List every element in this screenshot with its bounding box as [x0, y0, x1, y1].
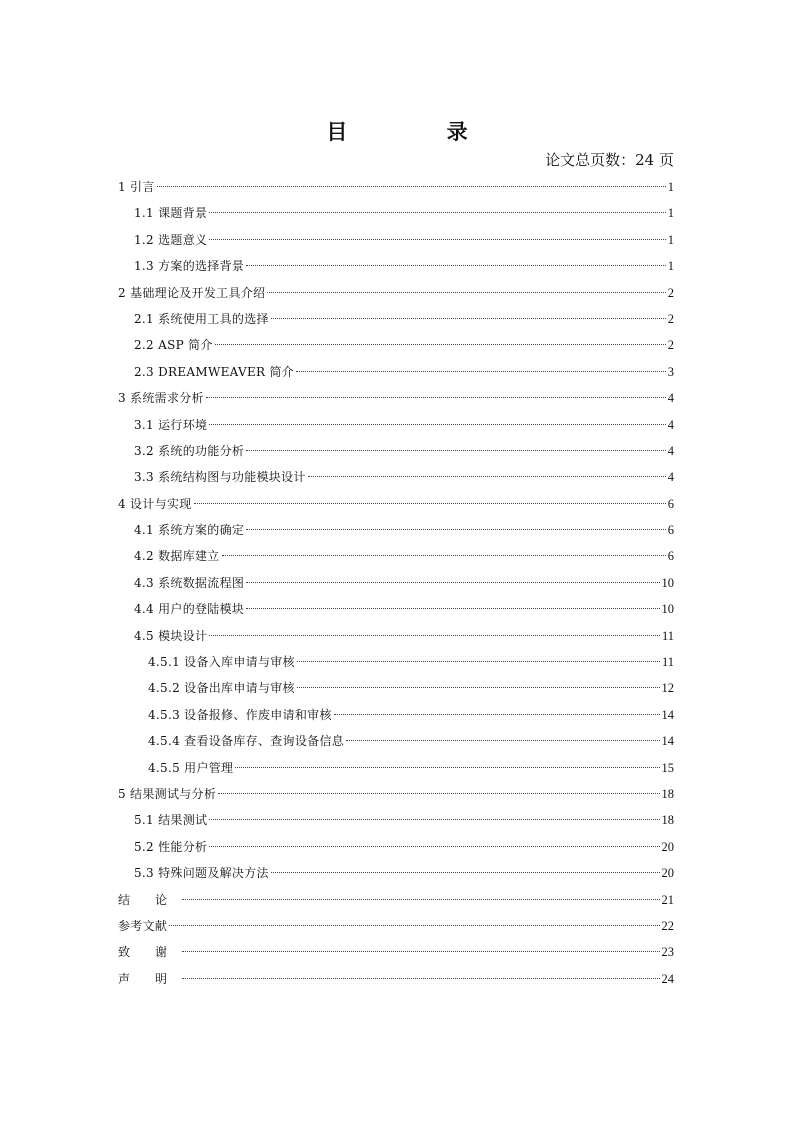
toc-entry-title: 4.5.2 设备出库申请与审核	[148, 681, 295, 696]
toc-entry[interactable]	[118, 623, 674, 649]
dot-leader	[206, 397, 666, 398]
toc-entry-title: 5.2 性能分析	[134, 839, 208, 854]
toc-entry[interactable]	[118, 543, 674, 569]
toc-entry-title: 5.1 结果测试	[134, 813, 208, 828]
toc-entry-page-number: 2	[667, 338, 674, 353]
dot-leader	[296, 371, 666, 372]
toc-entry-title: 2.1 系统使用工具的选择	[134, 311, 269, 326]
dot-leader	[246, 529, 666, 530]
toc-entry[interactable]	[118, 939, 674, 965]
dot-leader	[209, 635, 660, 636]
toc-entry-title: 4.1 系统方案的确定	[134, 523, 245, 538]
toc-entry-page-number: 4	[667, 470, 674, 485]
toc-entry-page-number: 12	[661, 681, 674, 696]
dot-leader	[246, 265, 666, 266]
toc-entry[interactable]	[118, 438, 674, 464]
toc-entry-page-number: 6	[667, 496, 674, 511]
toc-entry-page-number: 1	[667, 232, 674, 247]
toc-entry[interactable]	[118, 464, 674, 490]
toc-entry-title: 4.3 系统数据流程图	[134, 575, 245, 590]
toc-entry-title: 参考文献	[118, 918, 168, 933]
toc-entry-title: 2.3 DREAMWEAVER 简介	[134, 364, 295, 379]
toc-entry[interactable]	[118, 755, 674, 781]
toc-entry[interactable]	[118, 966, 674, 992]
toc-entry-page-number: 22	[661, 918, 674, 933]
toc-entry[interactable]	[118, 649, 674, 675]
toc-entry-title: 致 谢	[118, 945, 168, 960]
toc-entry-page-number: 10	[661, 602, 674, 617]
dot-leader	[209, 424, 665, 425]
dot-leader	[346, 740, 659, 741]
toc-entry-page-number: 6	[667, 523, 674, 538]
toc-entry[interactable]	[118, 412, 674, 438]
toc-entry-title: 4.5.5 用户管理	[148, 760, 234, 775]
toc-entry-title: 5.3 特殊问题及解决方法	[134, 866, 269, 881]
toc-entry-title: 4.4 用户的登陆模块	[134, 602, 245, 617]
toc-entry-page-number: 3	[667, 364, 674, 379]
toc-entry-page-number: 1	[667, 206, 674, 221]
toc-entry[interactable]	[118, 253, 674, 279]
toc-entry-title: 1 引言	[118, 180, 155, 194]
toc-entry[interactable]	[118, 332, 674, 358]
toc-entry-title: 4.5.3 设备报修、作废申请和审核	[148, 707, 332, 722]
toc-entry[interactable]	[118, 491, 674, 517]
dot-leader	[271, 872, 660, 873]
toc-entry-title: 4.5.4 查看设备库存、查询设备信息	[148, 734, 345, 749]
toc-entry-page-number: 15	[661, 760, 674, 775]
dot-leader	[182, 978, 660, 979]
dot-leader	[246, 582, 659, 583]
dot-leader	[209, 846, 659, 847]
toc-entry-page-number: 23	[661, 945, 674, 960]
toc-entry-page-number: 14	[661, 707, 674, 722]
toc-entry-title: 1.1 课题背景	[134, 206, 208, 221]
toc-entry[interactable]	[118, 517, 674, 543]
toc-entry-page-number: 20	[661, 839, 674, 854]
dot-leader	[194, 503, 666, 504]
toc-entry-page-number: 1	[667, 259, 674, 274]
toc-entry-title: 1.2 选题意义	[134, 232, 208, 247]
dot-leader	[182, 951, 660, 952]
toc-entry-title: 4.5 模块设计	[134, 628, 208, 643]
toc-entry-page-number: 1	[667, 180, 674, 194]
toc-entry-page-number: 6	[667, 549, 674, 564]
toc-entry-title: 4 设计与实现	[118, 496, 192, 511]
dot-leader	[271, 318, 666, 319]
toc-entry[interactable]	[118, 807, 674, 833]
toc-entry[interactable]	[118, 913, 674, 939]
dot-leader	[246, 450, 666, 451]
dot-leader	[246, 608, 659, 609]
toc-entry-title: 3.2 系统的功能分析	[134, 443, 245, 458]
dot-leader	[308, 476, 666, 477]
toc-entry[interactable]	[118, 174, 674, 200]
toc-entry-title: 2.2 ASP 简介	[134, 338, 213, 353]
toc-entry-page-number: 14	[661, 734, 674, 749]
toc-entry[interactable]	[118, 200, 674, 226]
toc-entry[interactable]	[118, 860, 674, 886]
toc-entry[interactable]	[118, 834, 674, 860]
toc-entry-page-number: 11	[661, 655, 674, 670]
page-title: 目 录	[326, 119, 514, 144]
dot-leader	[235, 767, 659, 768]
table-of-contents	[118, 174, 674, 992]
toc-entry[interactable]	[118, 596, 674, 622]
toc-entry-title: 4.2 数据库建立	[134, 549, 220, 564]
dot-leader	[218, 793, 659, 794]
toc-entry[interactable]	[118, 306, 674, 332]
toc-entry-page-number: 10	[661, 575, 674, 590]
toc-entry[interactable]	[118, 385, 674, 411]
toc-entry-title: 1.3 方案的选择背景	[134, 259, 245, 274]
dot-leader	[297, 661, 660, 662]
toc-entry-page-number: 2	[667, 285, 674, 300]
toc-entry-page-number: 21	[661, 892, 674, 907]
toc-entry-title: 2 基础理论及开发工具介绍	[118, 285, 266, 300]
dot-leader	[157, 186, 666, 187]
toc-entry[interactable]	[118, 570, 674, 596]
toc-entry-page-number: 11	[661, 628, 674, 643]
dot-leader	[182, 899, 660, 900]
toc-entry-title: 结 论	[118, 892, 168, 907]
dot-leader	[169, 925, 659, 926]
total-pages-note: 论文总页数：24 页	[545, 151, 674, 169]
toc-entry[interactable]	[118, 280, 674, 306]
dot-leader	[297, 687, 660, 688]
toc-entry-title: 3 系统需求分析	[118, 391, 204, 406]
toc-entry-page-number: 18	[661, 813, 674, 828]
toc-entry-page-number: 4	[667, 417, 674, 432]
toc-entry[interactable]	[118, 728, 674, 754]
toc-entry[interactable]	[118, 887, 674, 913]
toc-entry[interactable]	[118, 359, 674, 385]
toc-entry[interactable]	[118, 675, 674, 701]
toc-entry-page-number: 20	[661, 866, 674, 881]
toc-entry-page-number: 4	[667, 443, 674, 458]
toc-entry-page-number: 2	[667, 311, 674, 326]
toc-entry-page-number: 4	[667, 391, 674, 406]
toc-entry[interactable]	[118, 781, 674, 807]
toc-entry-page-number: 18	[661, 786, 674, 801]
toc-entry-title: 声 明	[118, 971, 168, 986]
toc-entry[interactable]	[118, 702, 674, 728]
toc-entry-title: 3.3 系统结构图与功能模块设计	[134, 470, 306, 485]
dot-leader	[209, 212, 665, 213]
dot-leader	[209, 239, 665, 240]
toc-entry[interactable]	[118, 227, 674, 253]
dot-leader	[222, 555, 666, 556]
toc-entry-title: 3.1 运行环境	[134, 417, 208, 432]
toc-entry-title: 4.5.1 设备入库申请与审核	[148, 655, 295, 670]
dot-leader	[267, 292, 665, 293]
toc-entry-title: 5 结果测试与分析	[118, 786, 217, 801]
dot-leader	[215, 344, 666, 345]
dot-leader	[334, 714, 660, 715]
dot-leader	[209, 819, 659, 820]
toc-entry-page-number: 24	[661, 971, 674, 986]
